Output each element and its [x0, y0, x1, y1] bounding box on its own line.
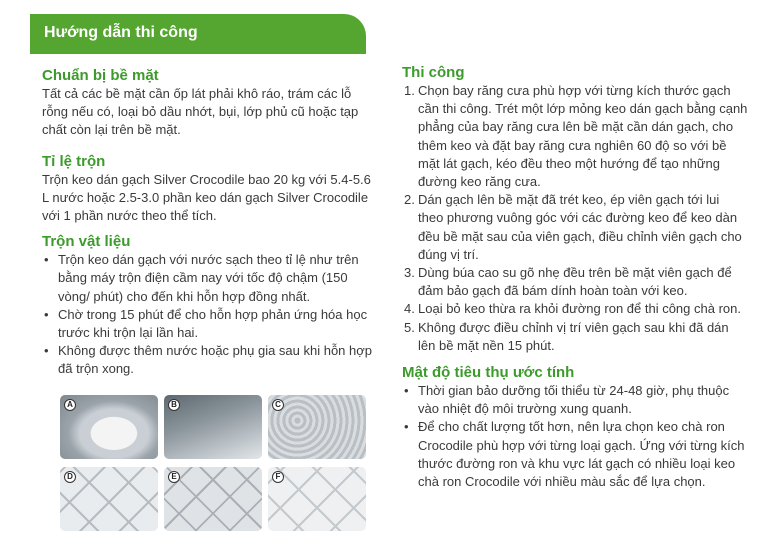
mixing-list: [42, 251, 372, 378]
step-text: Dán gạch lên bề mặt đã trét keo, ép viên gạch tới lui theo phương vuông góc với các đường keo để keo dàn đều bề mặt sau của viên gạch, điều chỉnh viên gạch cho đúng vị trí.: [418, 192, 742, 262]
step-text: Dùng búa cao su gõ nhẹ đều trên bề mặt viên gạch để đảm bảo gạch đã bám dính hoàn toàn với keo.: [418, 265, 732, 299]
mixing-heading: Trộn vật liệu: [42, 233, 131, 251]
photo-tag: A: [64, 399, 76, 411]
usage-list: [402, 382, 748, 491]
photo-step-c: [268, 395, 366, 459]
header-banner: [30, 14, 366, 54]
list-item: • Trộn keo dán gạch với nước sạch theo tỉ lệ như trên bằng máy trộn điện cầm nay với tốc độ chậm (150 vòng/ phút) cho đến khi hỗn hợp đồng nhất.: [42, 251, 372, 306]
list-item: • Chờ trong 15 phút để cho hỗn hợp phản ứng hóa học trước khi trộn lại lần hai.: [42, 306, 372, 342]
step-number: 5.: [404, 319, 415, 335]
step-text: Chọn bay răng cưa phù hợp với từng kích thước gạch cần thi công. Trét một lớp mỏng keo dán gạch bằng cạnh phẳng của bay răng cưa lên bề mặt cần dán gạch, cho thêm keo và đặt bay răng cưa nghiên 60 độ so với bề mặt lát gạch, kéo đều theo một hướng để tạo những đường keo răng cưa.: [418, 83, 748, 190]
step-number: 4.: [404, 301, 415, 317]
step-number: 3.: [404, 265, 415, 281]
mix-ratio-heading: Tỉ lệ trộn: [42, 152, 106, 170]
photo-tag: C: [272, 399, 284, 411]
list-item: • Để cho chất lượng tốt hơn, nên lựa chọn keo chà ron Crocodile phù hợp với từng loại gạch. Ứng với từng kích thước đường ron và khu vực lát gạch có nhiều loại keo chà ron Crocodile với nhiều màu sắc để lựa chọn.: [402, 418, 748, 491]
photo-step-f: [268, 467, 366, 531]
list-item: • Thời gian bảo dưỡng tối thiểu từ 24-48 giờ, phụ thuộc vào nhiệt độ môi trường xung quanh.: [402, 382, 748, 418]
list-item: [402, 300, 748, 318]
application-heading: Thi công: [402, 64, 465, 81]
instruction-photos: [60, 395, 390, 541]
list-item: • Không được thêm nước hoặc phụ gia sau khi hỗn hợp đã trộn xong.: [42, 342, 372, 378]
mix-ratio-text: Trộn keo dán gạch Silver Crocodile bao 20 kg với 5.4-5.6 L nước hoặc 2.5-3.0 phần keo dán gạch Silver Crocodile với 1 phần nước theo thể tích.: [42, 171, 371, 224]
photo-tag: D: [64, 471, 76, 483]
usage-heading: Mật độ tiêu thụ ước tính: [402, 364, 575, 382]
left-column: [42, 66, 372, 379]
step-text: Không được điều chỉnh vị trí viên gạch sau khi đã dán lên bề mặt nền 15 phút.: [418, 319, 729, 353]
list-item: [402, 191, 748, 264]
step-number: 1.: [404, 83, 415, 98]
list-item: [402, 319, 748, 355]
step-number: 2.: [404, 192, 415, 208]
surface-prep-heading: Chuẩn bị bề mặt: [42, 67, 159, 84]
right-column: [402, 63, 748, 491]
photo-step-e: [164, 467, 262, 531]
photo-tag: B: [168, 399, 180, 411]
photo-step-d: [60, 467, 158, 531]
step-text: Loại bỏ keo thừa ra khỏi đường ron để thi công chà ron.: [418, 301, 741, 317]
page-title: Hướng dẫn thi công: [44, 24, 198, 41]
photo-tag: F: [272, 471, 284, 483]
photo-tag: E: [168, 471, 180, 483]
photo-step-a: [60, 395, 158, 459]
list-item: [402, 264, 748, 300]
list-item: [402, 82, 748, 191]
surface-prep-text: Tất cả các bề mặt cần ốp lát phải khô ráo, trám các lỗ rỗng nếu có, loại bỏ dầu nhớt, bụi, lớp phủ cũ hoặc tạp chất còn lại trên bề mặt.: [42, 86, 359, 138]
photo-step-b: [164, 395, 262, 459]
application-steps: [402, 82, 748, 355]
